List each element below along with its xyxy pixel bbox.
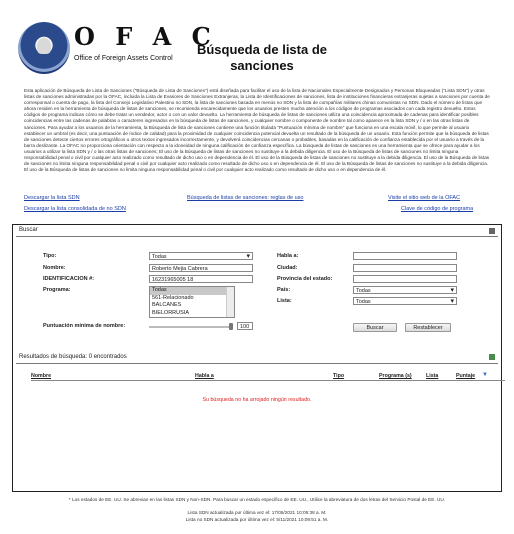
intro-paragraph: Esta aplicación de Búsqueda de Lista de Sanciones ("Búsqueda de Lista de Sanciones") está diseñada para facilitar el uso de la lista de Nacionales Especialmente Designados y Personas Bloqueadas ("Lista SDN") y otras listas de sanciones administradas por la OFAC, incluida la Lista de Evasores de Sanciones Extranjeras, la Lista de Identificaciones de sanciones, lista de instituciones financieras extranjeras sujetas a sanciones por cuenta de corresponsal o cuenta de pago, la lista del Consejo Legislativo Palestino no SDN, la lista de sanciones basada en menús no SDN y la lista de compañías militares chinas comunistas no SDN. Dado el número de listas que ahora residen en la herramienta de búsqueda de listas de sanciones, se recomienda encarecidamente que los usuarios presten mucha atención a los códigos de programas asociados con cada registro devuelto. Estos códigos de programa indican cómo se debe tratar un vendedor, actor o con un valor devuelto. La herramienta de búsqueda de listas de sanciones utiliza una coincidencia aproximada de cadenas para identificar posibles coincidencias entre las cadenas de palabras o caracteres ingresados en la búsqueda de listas de sanciones, y cualquier nombre o componente de nombre tal como aparece en la lista SDN y / o en las otras listas de sanciones. Para ayudar a los usuarios de la herramienta, la Búsqueda de lista de sanciones contiene una función titulada "Puntuación mínima de nombre" que funciona en una escala móvil, lo que permite al usuario establecer un umbral (es decir, una puntuación de índice de calidad) para la proximidad de cualquier coincidencia potencial devuelta un resultado de la búsqueda de un usuario. Esta función permite que la búsqueda de listas de sanciones detecte ciertos errores ortográficos u otros textos ingresados incorrectamente, y devolverá coincidencias cercanas o probables, basadas en la calificación de confianza establecida por el usuario a través de la barra deslizante. La OFAC no proporciona orientación con respecto a la idoneidad de ninguna calificación de confianza específica. La búsqueda de listas de sanciones es una herramienta que se ofrece para ayudar a los usuarios a utilizar la lista SDN y / o las otras listas de sanciones; El uso de la Búsqueda de listas de sanciones no sustituye a la debida diligencia. El uso de la Búsqueda de listas de sanciones no limita ninguna responsabilidad penal o civil por cualquier acto realizado como resultado de dicho uso o en dependencia de él. El uso de la Búsqueda de listas de sanciones no sustituye a la debida diligencia. El uso de la Búsqueda de listas de sanciones no limita ninguna responsabilidad penal o civil por cualquier acto realizado como resultado de dicho uso o en dependencia de él. El uso de la Búsqueda de listas de sanciones no sustituye a la debida diligencia. El uso de la Búsqueda de listas de sanciones no limita ninguna responsabilidad penal o civil por cualquier acto realizado como resultado de dicho uso o en dependencia de él. (24, 88, 490, 173)
provincia-input[interactable] (353, 275, 457, 283)
results-section-title: Resultados de búsqueda: 0 encontrados (19, 354, 127, 360)
buscar-button[interactable]: Buscar (353, 323, 397, 332)
collapse-icon[interactable] (489, 228, 495, 234)
ofac-logo-text: O F A C (74, 22, 217, 51)
footer-note: * Los estados de EE. UU. Se abrevian en las listas SDN y Non-SDN. Para buscar un estado específico de EE. UU., Utilice la abreviatura de dos letras del Servicio Postal de EE. UU. (68, 497, 446, 502)
score-label: Puntuación mínima de nombre: (43, 323, 126, 329)
direccion-input[interactable] (353, 252, 457, 260)
treasury-seal-icon (18, 22, 70, 74)
page-title (192, 42, 332, 74)
pais-label: País: (277, 287, 291, 293)
col-direccion[interactable]: Habla a (195, 373, 214, 379)
visit-ofac-link[interactable]: Visite el sitio web de la OFAC (388, 195, 461, 201)
programa-scrollbar[interactable] (226, 287, 234, 317)
identificacion-input[interactable]: 16231965005 18 (149, 275, 253, 283)
nombre-input[interactable]: Roberto Mejia Cabrera (149, 264, 253, 272)
page-title-line2: sanciones (230, 58, 294, 73)
programa-option[interactable]: 561-Relacionado (152, 294, 194, 301)
ciudad-input[interactable] (353, 264, 457, 272)
empty-results-message: Su búsqueda no ha arrojado ningún resultado. (202, 397, 312, 403)
search-section-title: Buscar (19, 227, 38, 233)
non-sdn-updated: Lista no SDN actualizada por última vez el: 5/11/2021 10:09:51 a. M. (185, 517, 329, 522)
provincia-label: Provincia del estado: (277, 276, 333, 282)
col-tipo[interactable]: Tipo (333, 373, 345, 379)
score-input[interactable]: 100 (237, 322, 253, 330)
download-sdn-link[interactable]: Descargar la lista SDN (24, 195, 80, 201)
sdn-updated: Lista SDN actualizada por última vez el: 17/05/2021 10:05:38 a. M. (187, 510, 327, 515)
lista-select[interactable] (353, 297, 457, 305)
ciudad-label: Ciudad: (277, 265, 298, 271)
download-consolidated-link[interactable]: Descargar la lista consolidada de no SDN (24, 206, 126, 212)
program-codes-link[interactable]: Clave de código de programa (401, 206, 474, 212)
tipo-select-value: Todas (152, 254, 167, 260)
results-divider (16, 363, 498, 364)
results-header-line (31, 380, 505, 381)
sort-down-icon[interactable]: ▼ (482, 372, 488, 378)
search-panel (12, 224, 502, 492)
pais-select-value: Todas (356, 288, 371, 294)
tipo-label: Tipo: (43, 253, 57, 259)
programa-option[interactable]: BIELORRUSIA (152, 309, 189, 316)
score-slider[interactable] (149, 326, 233, 328)
ofac-subtitle: Office of Foreign Assets Control (74, 55, 173, 62)
identificacion-label: IDENTIFICACION #: (43, 276, 95, 282)
search-rules-link[interactable]: Búsqueda de listas de sanciones: reglas de uso (187, 195, 304, 201)
export-icon[interactable] (489, 354, 495, 360)
restablecer-button[interactable]: Restablecer (405, 323, 451, 332)
col-lista[interactable]: Lista (426, 373, 439, 379)
site-header (14, 22, 504, 82)
programa-option[interactable]: BALCANES (152, 302, 182, 309)
tipo-select[interactable] (149, 252, 253, 260)
direccion-label: Habla a: (277, 253, 299, 259)
lista-select-value: Todas (356, 299, 371, 305)
programa-label: Programa: (43, 287, 71, 293)
col-programa[interactable]: Programa (s) (379, 373, 412, 379)
page-title-line1: Búsqueda de lista de (196, 42, 328, 57)
nombre-label: Nombre: (43, 265, 66, 271)
programa-option[interactable]: Todas (150, 287, 234, 295)
search-divider (16, 236, 498, 237)
col-puntaje[interactable]: Puntaje (456, 373, 476, 379)
lista-label: Lista: (277, 298, 292, 304)
programa-listbox[interactable] (149, 286, 235, 318)
score-slider-thumb[interactable] (229, 323, 233, 330)
col-nombre[interactable]: Nombre (31, 373, 52, 379)
pais-select[interactable] (353, 286, 457, 294)
